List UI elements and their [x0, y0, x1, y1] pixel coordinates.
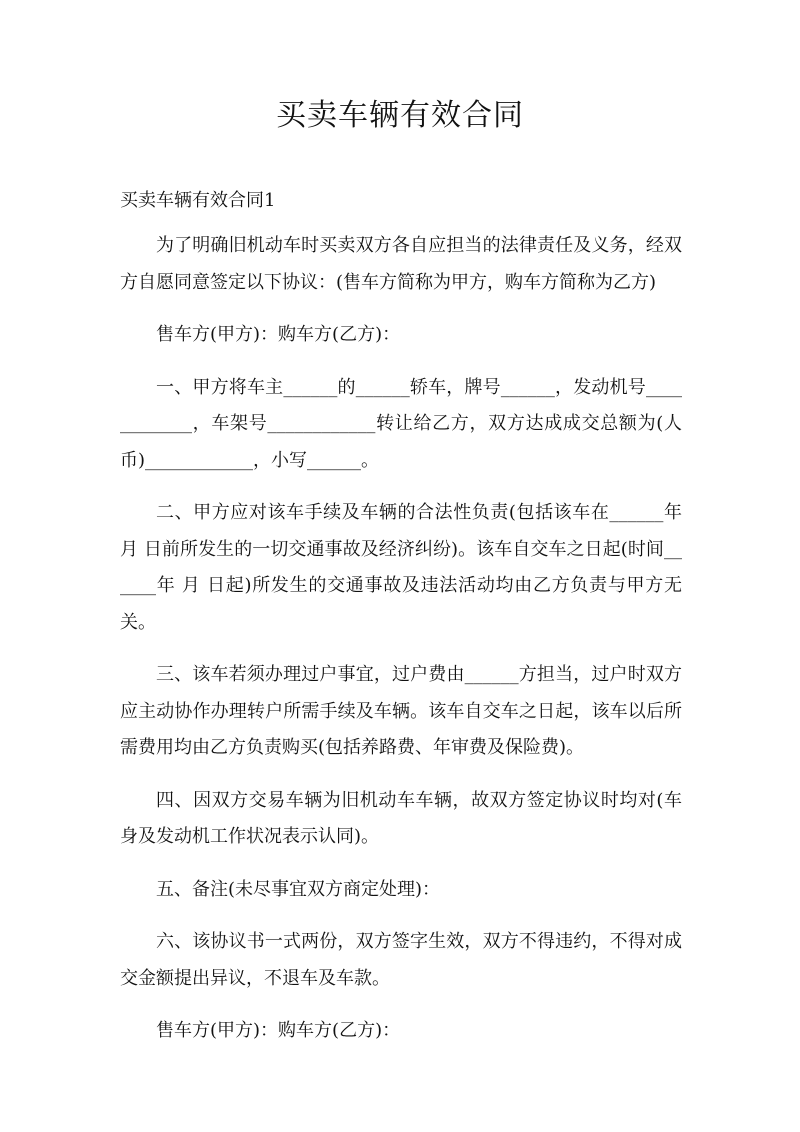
paragraph-parties: 售车方(甲方)：购车方(乙方)：: [156, 324, 401, 345]
paragraph-signatures: 售车方(甲方)：购车方(乙方)：: [156, 1020, 401, 1041]
paragraph-clause-4: 四、因双方交易车辆为旧机动车车辆，故双方签定协议时均对(车身及发动机工作状况表示认同)。: [120, 789, 682, 847]
paragraph-clause-3: 三、该车若须办理过户事宜，过户费由______方担当，过户时双方应主动协作办理转户所需手续及车辆。该车自交车之日起，该车以后所需费用均由乙方负责购买(包括养路费、年审费及保险费)。: [120, 664, 682, 758]
document-body: [120, 228, 682, 1066]
paragraph-clause-6: 六、该协议书一式两份，双方签字生效，双方不得违约，不得对成交金额提出异议，不退车及车款。: [120, 931, 682, 989]
document-subtitle: 买卖车辆有效合同1: [120, 190, 276, 211]
paragraph-clause-2: 二、甲方应对该车手续及车辆的合法性负责(包括该车在______年 月 日前所发生的一切交通事故及经济纠纷)。该车自交车之日起(时间______年 月 日起)所发生的交通事故及违法活动均由乙方负责与甲方无关。: [120, 502, 682, 633]
paragraph-clause-5: 五、备注(未尽事宜双方商定处理)：: [156, 878, 441, 900]
paragraph-clause-1: 一、甲方将车主______的______轿车，牌号______，发动机号____________，车架号____________转让给乙方，双方达成成交总额为(人币)____________，小写______。: [120, 376, 682, 471]
paragraph-intro: 为了明确旧机动车时买卖双方各自应担当的法律责任及义务，经双方自愿同意签定以下协议：(售车方简称为甲方，购车方简称为乙方): [120, 235, 682, 293]
document-title: 买卖车辆有效合同: [276, 98, 524, 133]
